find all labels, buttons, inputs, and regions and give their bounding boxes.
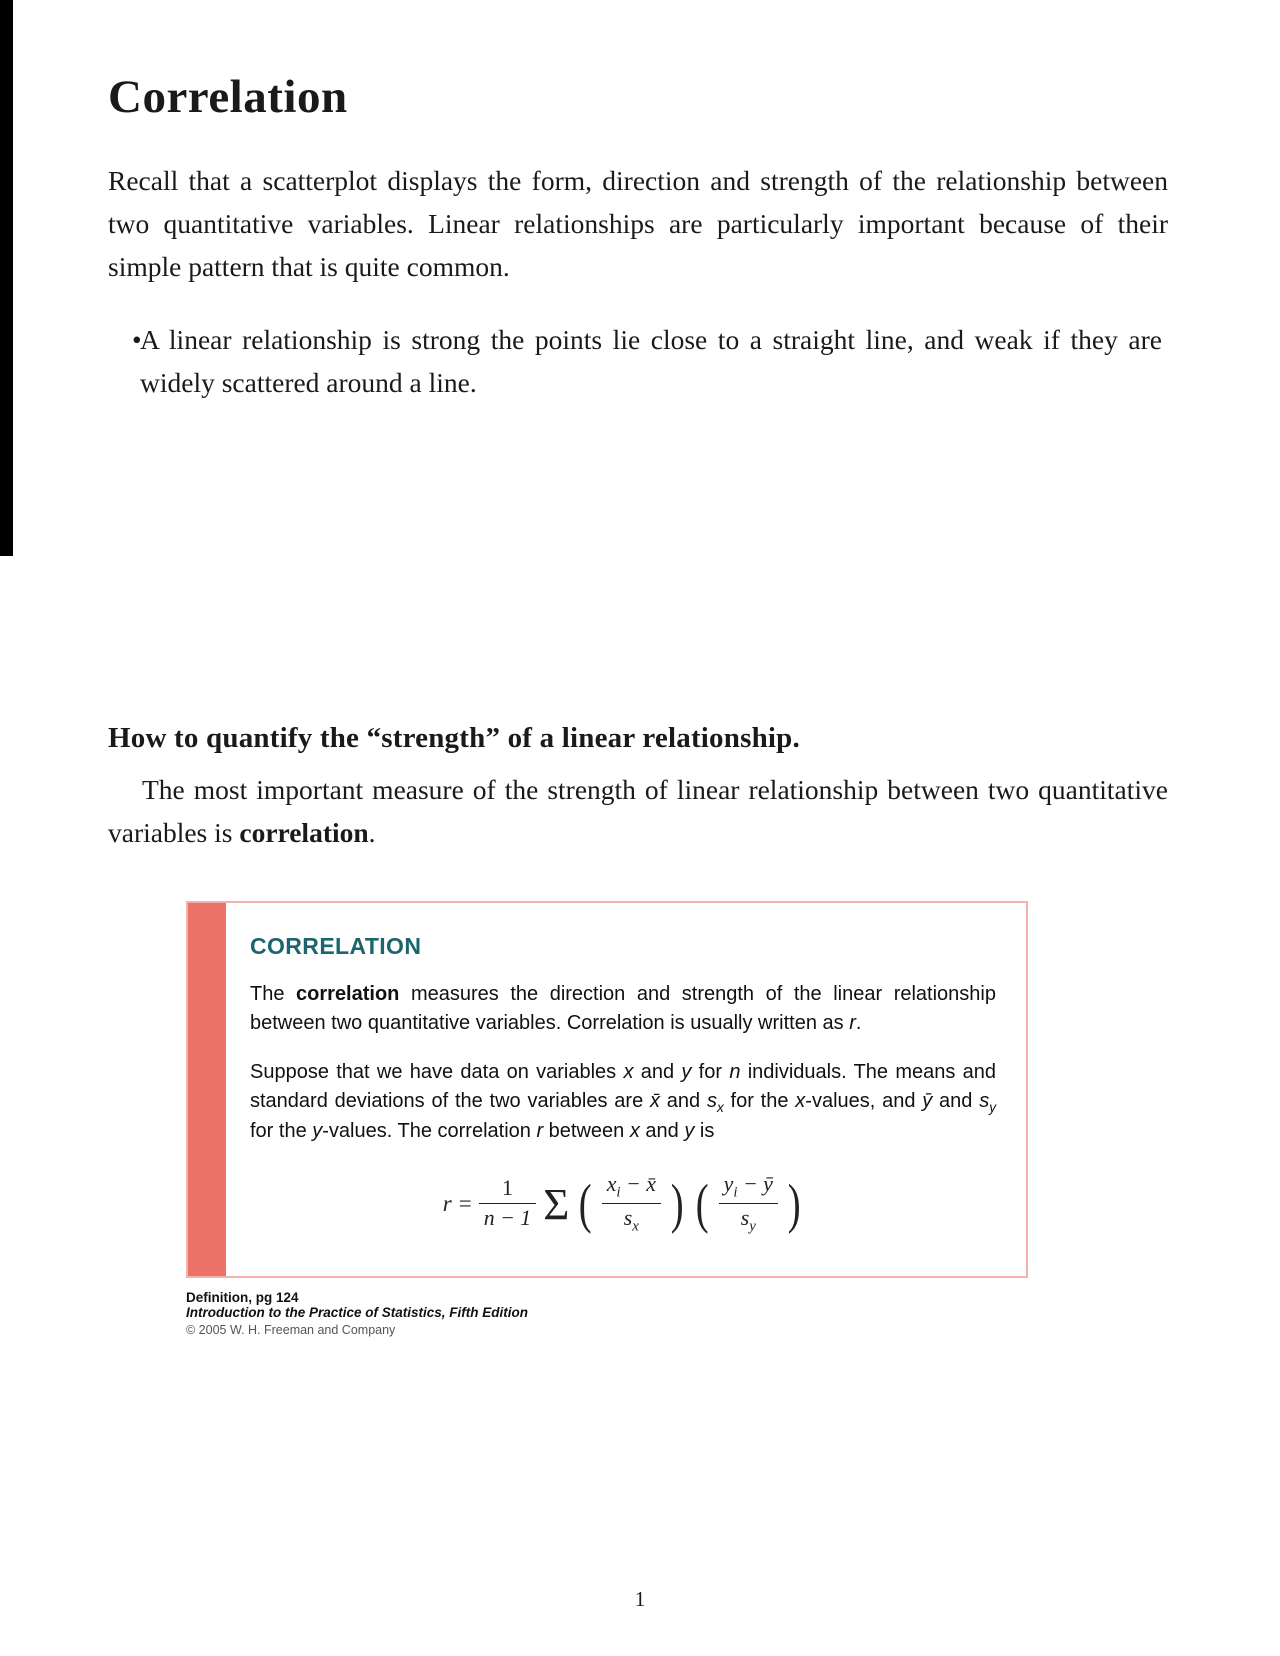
caption-copyright: © 2005 W. H. Freeman and Company [186, 1322, 396, 1337]
caption-source: Definition, pg 124 [186, 1289, 299, 1305]
bullet-icon: • [132, 323, 142, 355]
page-title: Correlation [108, 71, 348, 123]
section-paragraph: The most important measure of the strength of linear relationship between two quantitative variables is correlation. [108, 774, 1168, 849]
definition-paragraph-2: Suppose that we have data on variables x and y for n individuals. The means and standard deviations of the two variables are x̄ and $s_x$ for the x-values, and ȳ and $s_y$ for the y-values. The correlation r between x and y is [250, 1060, 997, 1143]
scan-edge-artifact [0, 0, 13, 556]
intro-paragraph: Recall that a scatterplot displays the form, direction and strength of the relationship between two quantitative variables. Linear relationships are particularly important because of their simple pattern that is quite common. [108, 165, 1168, 282]
sigma-symbol: Σ [543, 1178, 570, 1229]
formula-equals: = [458, 1190, 472, 1216]
formula-x-term: $\frac{x_i - x̄}{s_x}$ [602, 1172, 661, 1236]
definition-paragraph-1: The correlation measures the direction and strength of the linear relationship between two quantitative variables. Correlation is usually written as r. [250, 983, 996, 1035]
bullet-item [108, 319, 1168, 405]
bullet-text: A linear relationship is strong the points lie close to a straight line, and weak if they are widely scattered around a line. [140, 323, 1162, 398]
formula-y-term: $\frac{y_i - ȳ}{s_y}$ [719, 1172, 778, 1236]
definition-box-accent-bar [188, 903, 226, 1276]
formula-coefficient-fraction: $\frac{1}{n - 1}$ [479, 1176, 537, 1231]
definition-box [186, 901, 1028, 1278]
correlation-formula: r = $\frac{1}{n - 1}$ Σ ( $\frac{x_i - x̄}{s_x}$ ) ( $\frac{y_i - ȳ}{s_y}$ ) [442, 1171, 801, 1235]
section-heading: How to quantify the “strength” of a linear relationship. [108, 722, 800, 755]
page-number: 1 [634, 1587, 646, 1611]
figure-caption [186, 1290, 1168, 1337]
definition-box-title: CORRELATION [250, 933, 422, 960]
formula-lhs: r [442, 1190, 452, 1216]
caption-book-title: Introduction to the Practice of Statistics, Fifth Edition [186, 1304, 529, 1320]
